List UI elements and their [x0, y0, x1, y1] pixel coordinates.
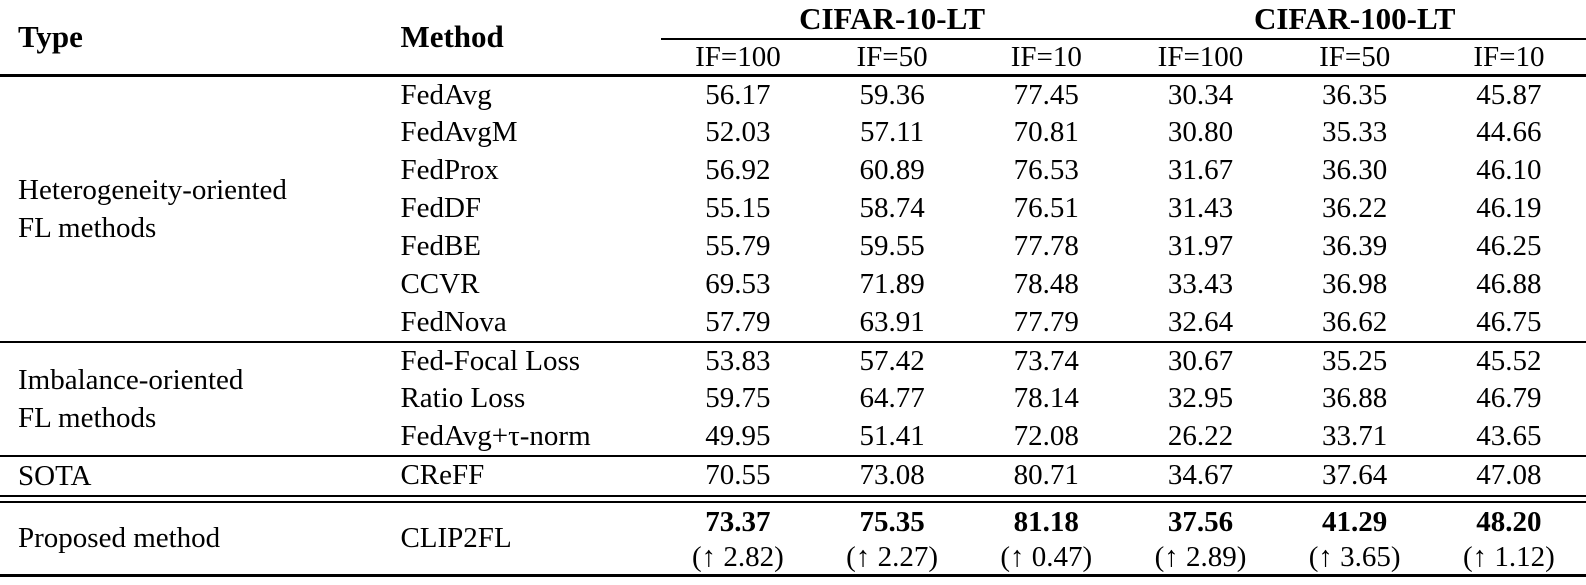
- value-cell: 36.98: [1322, 268, 1388, 300]
- value-cell: 57.11: [860, 116, 925, 148]
- value-cell-proposed: [815, 502, 969, 576]
- table-header: [0, 0, 1586, 76]
- value-cell: 59.75: [705, 382, 771, 414]
- type-cell-imbalance: [0, 342, 382, 456]
- value-cell: 36.22: [1322, 192, 1388, 224]
- improvement-delta: (↑ 1.12): [1462, 541, 1555, 574]
- group-heterogeneity: [0, 76, 1586, 342]
- header-type: Type: [0, 0, 382, 76]
- value-cell: 36.88: [1322, 382, 1388, 414]
- value-cell: 57.42: [815, 342, 969, 380]
- value-cell-proposed: [969, 502, 1123, 576]
- value-cell: 52.03: [705, 116, 771, 148]
- value-cell: 78.14: [1013, 382, 1079, 414]
- table-row-proposed: [0, 502, 1586, 576]
- value-cell-proposed: [1432, 502, 1586, 576]
- value-cell: 46.79: [1476, 382, 1542, 414]
- method-cell: CCVR: [400, 268, 480, 300]
- value-cell: 35.25: [1278, 342, 1432, 380]
- value-cell: 36.62: [1322, 305, 1388, 338]
- value-cell: 76.53: [1013, 154, 1079, 186]
- value-cell: 31.97: [1167, 230, 1234, 262]
- value-cell: 56.17: [705, 78, 771, 111]
- value-cell: 51.41: [859, 419, 925, 452]
- value-cell: 43.65: [1476, 419, 1542, 452]
- type-line: FL methods: [18, 401, 157, 434]
- value-cell-proposed: [661, 502, 815, 576]
- method-cell: FedAvgM: [400, 116, 518, 148]
- value-cell: 46.75: [1476, 305, 1542, 338]
- header-if10-c100: IF=10: [1432, 39, 1586, 76]
- proposed-value: 75.35: [859, 506, 925, 539]
- value-cell: 77.45: [1013, 78, 1079, 111]
- method-cell: FedAvg+τ-norm: [400, 419, 591, 452]
- header-if10-c10: IF=10: [969, 39, 1123, 76]
- header-if50-c100: IF=50: [1278, 39, 1432, 76]
- value-cell: 31.43: [1167, 192, 1234, 224]
- group-imbalance: [0, 342, 1586, 456]
- proposed-value: 41.29: [1322, 506, 1388, 539]
- type-cell-heterogeneity: [0, 76, 382, 342]
- proposed-value: 37.56: [1167, 506, 1234, 539]
- type-line: Heterogeneity-oriented: [18, 173, 287, 206]
- value-cell: 45.87: [1476, 78, 1542, 111]
- table-row: [0, 76, 1586, 114]
- value-cell: 46.25: [1476, 230, 1542, 262]
- value-cell: 63.91: [859, 305, 925, 338]
- value-cell: 26.22: [1167, 419, 1234, 452]
- method-cell: Ratio Loss: [400, 382, 526, 414]
- value-cell: 32.64: [1167, 305, 1234, 338]
- value-cell: 33.43: [1167, 268, 1234, 300]
- value-cell: 32.95: [1167, 382, 1234, 414]
- value-cell: 30.80: [1167, 116, 1234, 148]
- value-cell: 36.30: [1322, 154, 1388, 186]
- value-cell: 57.79: [705, 305, 771, 338]
- value-cell: 58.74: [859, 192, 925, 224]
- method-cell: FedDF: [400, 192, 482, 224]
- group-proposed: [0, 502, 1586, 576]
- value-cell: 72.08: [1013, 419, 1079, 452]
- value-cell: 55.79: [705, 230, 771, 262]
- improvement-delta: (↑ 2.27): [846, 541, 938, 574]
- table-row: [0, 342, 1586, 380]
- improvement-delta: (↑ 2.82): [691, 541, 784, 574]
- value-cell: 70.81: [1013, 116, 1079, 148]
- value-cell: 55.15: [705, 192, 771, 224]
- value-cell: 60.89: [859, 154, 925, 186]
- value-cell: 33.71: [1322, 419, 1388, 452]
- header-method: Method: [382, 0, 660, 76]
- value-cell: 35.33: [1322, 116, 1388, 148]
- method-cell: Fed-Focal Loss: [382, 342, 660, 380]
- value-cell: 46.10: [1476, 154, 1542, 186]
- value-cell: 36.35: [1322, 78, 1388, 111]
- value-cell: 56.92: [705, 154, 771, 186]
- value-cell: 80.71: [969, 456, 1123, 496]
- value-cell: 46.19: [1476, 192, 1542, 224]
- header-if100-c100: IF=100: [1123, 39, 1277, 76]
- proposed-value: 81.18: [1013, 506, 1079, 539]
- value-cell: 69.53: [705, 268, 771, 300]
- proposed-value: 48.20: [1476, 506, 1542, 539]
- value-cell: 64.77: [859, 382, 925, 414]
- value-cell: 59.55: [859, 230, 925, 262]
- proposed-value: 73.37: [705, 506, 771, 539]
- value-cell: 77.79: [1013, 305, 1079, 338]
- value-cell: 45.52: [1432, 342, 1586, 380]
- header-if100-c10: IF=100: [661, 39, 815, 76]
- type-line: FL methods: [18, 211, 157, 244]
- type-line: Imbalance-oriented: [18, 363, 244, 396]
- improvement-delta: (↑ 0.47): [1000, 541, 1093, 574]
- improvement-delta: (↑ 3.65): [1308, 541, 1401, 574]
- type-cell-proposed: Proposed method: [0, 502, 382, 576]
- value-cell: 49.95: [705, 419, 771, 452]
- value-cell: 71.89: [859, 268, 925, 300]
- value-cell: 30.34: [1167, 78, 1234, 111]
- value-cell: 59.36: [859, 78, 925, 111]
- header-cifar100-lt: CIFAR-100-LT: [1123, 0, 1586, 39]
- value-cell: 76.51: [1013, 192, 1079, 224]
- value-cell: 46.88: [1476, 268, 1542, 300]
- value-cell-proposed: [1123, 502, 1277, 576]
- value-cell: 77.78: [1013, 230, 1079, 262]
- value-cell: 70.55: [661, 456, 815, 496]
- value-cell: 44.66: [1476, 116, 1542, 148]
- value-cell: 36.39: [1322, 230, 1388, 262]
- group-sota: [0, 456, 1586, 496]
- table-row: [0, 456, 1586, 496]
- value-cell: 37.64: [1278, 456, 1432, 496]
- improvement-delta: (↑ 2.89): [1154, 541, 1247, 574]
- method-cell: CLIP2FL: [382, 502, 660, 576]
- value-cell: 53.83: [661, 342, 815, 380]
- value-cell: 47.08: [1432, 456, 1586, 496]
- value-cell: 34.67: [1123, 456, 1277, 496]
- value-cell: 73.08: [815, 456, 969, 496]
- method-cell: FedAvg: [400, 78, 492, 111]
- header-cifar10-lt: CIFAR-10-LT: [661, 0, 1124, 39]
- value-cell: 30.67: [1123, 342, 1277, 380]
- value-cell: 78.48: [1013, 268, 1079, 300]
- method-cell: CReFF: [382, 456, 660, 496]
- value-cell: 31.67: [1167, 154, 1234, 186]
- value-cell-proposed: [1278, 502, 1432, 576]
- header-if50-c10: IF=50: [815, 39, 969, 76]
- method-cell: FedBE: [400, 230, 482, 262]
- value-cell: 73.74: [969, 342, 1123, 380]
- type-cell-sota: SOTA: [0, 456, 382, 496]
- method-cell: FedProx: [400, 154, 499, 186]
- method-cell: FedNova: [400, 305, 507, 338]
